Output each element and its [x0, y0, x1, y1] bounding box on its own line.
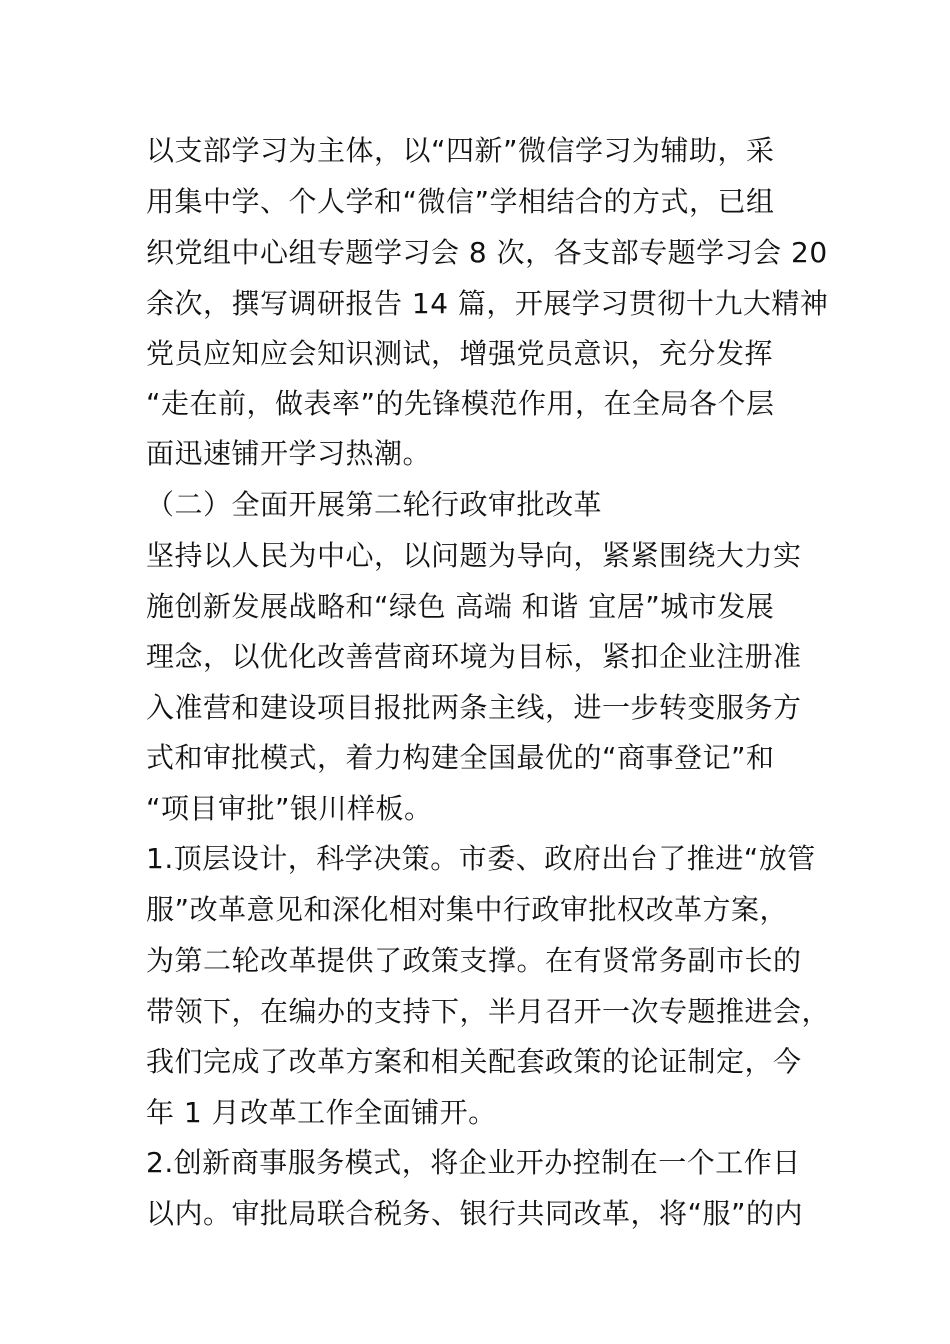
paragraph-line: 式和审批模式，着力构建全国最优的“商事登记”和 — [146, 741, 775, 774]
paragraph-line: 以支部学习为主体，以“四新”微信学习为辅助，采 — [146, 134, 775, 167]
paragraph-line: 2.创新商事服务模式，将企业开办控制在一个工作日 — [146, 1146, 801, 1179]
paragraph-line: 党员应知应会知识测试，增强党员意识，充分发挥 — [146, 337, 774, 370]
paragraph-line: 织党组中心组专题学习会 8 次，各支部专题学习会 20 — [146, 236, 828, 269]
paragraph-line: 面迅速铺开学习热潮。 — [146, 437, 432, 470]
paragraph-line: 入准营和建设项目报批两条主线，进一步转变服务方 — [146, 691, 802, 724]
paragraph-line: 施创新发展战略和“绿色 高端 和谐 宜居”城市发展 — [146, 590, 775, 623]
paragraph-line: 用集中学、个人学和“微信”学相结合的方式，已组 — [146, 185, 775, 218]
paragraph-line: 以内。审批局联合税务、银行共同改革，将“服”的内 — [146, 1197, 804, 1230]
paragraph-line: 余次，撰写调研报告 14 篇，开展学习贯彻十九大精神 — [146, 287, 829, 320]
paragraph-line: 理念，以优化改善营商环境为目标，紧扣企业注册准 — [146, 640, 802, 673]
paragraph-line: 1.顶层设计，科学决策。市委、政府出台了推进“放管 — [146, 842, 816, 875]
paragraph-line: 我们完成了改革方案和相关配套政策的论证制定，今 — [146, 1045, 802, 1078]
paragraph-line: 带领下，在编办的支持下，半月召开一次专题推进会， — [146, 995, 831, 1028]
paragraph-line: “走在前，做表率”的先锋模范作用，在全局各个层 — [146, 387, 775, 420]
paragraph-line: 坚持以人民为中心，以问题为导向，紧紧围绕大力实 — [146, 539, 802, 572]
paragraph-line: 为第二轮改革提供了政策支撑。在有贤常务副市长的 — [146, 944, 802, 977]
paragraph-line: “项目审批”银川样板。 — [146, 792, 433, 825]
paragraph-line: 年 1 月改革工作全面铺开。 — [146, 1096, 497, 1129]
paragraph-line: 服”改革意见和深化相对集中行政审批权改革方案， — [146, 893, 789, 926]
section-heading: （二）全面开展第二轮行政审批改革 — [146, 488, 603, 521]
